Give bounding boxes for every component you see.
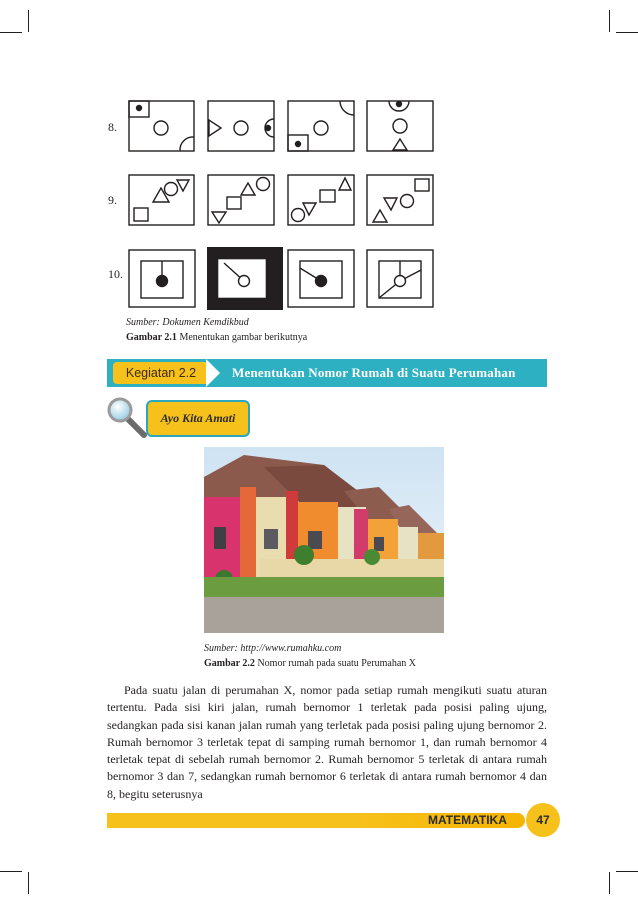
row-label-8: 8. <box>108 120 117 134</box>
page-number: 47 <box>526 803 560 837</box>
body-paragraph: Pada suatu jalan di perumahan X, nomor pada setiap rumah mengikuti suatu aturan tertentu. Pada sisi kiri jalan, rumah bernomor 1 terletak pada posisi paling ujung, sedangkan pada sisi kanan jalan rumah yang terletak pada posisi paling ujung bernomor 2. Rumah bernomor 3 terletak tepat di samping rumah bernomor 1, dan rumah bernomor 4 terletak tepat di sebelah rumah bernomor 2. Rumah bernomor 5 terletak di antara rumah bernomor 3 dan 7, sedangkan rumah bernomor 6 terletak di antara rumah bernomor 4 dan 8, begitu seterusnya <box>107 683 547 801</box>
kegiatan-arrow <box>206 359 220 387</box>
row-label-9: 9. <box>108 193 117 207</box>
figure-2-2-source: Sumber: http://www.rumahku.com <box>204 643 342 654</box>
kegiatan-label: Kegiatan 2.2 <box>113 362 209 384</box>
figure-2-1-source: Sumber: Dokumen Kemdikbud <box>126 317 249 328</box>
row-label-10: 10. <box>108 267 123 281</box>
magnifier-icon <box>105 394 151 440</box>
ayo-kita-amati-label: Ayo Kita Amati <box>146 400 250 437</box>
figure-2-2-caption: Gambar 2.2 Nomor rumah pada suatu Perumahan X <box>204 658 417 669</box>
houses-photo <box>204 447 444 633</box>
kegiatan-title: Menentukan Nomor Rumah di Suatu Perumahan <box>232 365 516 380</box>
figure-2-1-caption: Gambar 2.1 Menentukan gambar berikutnya <box>126 332 308 343</box>
footer-subject: MATEMATIKA <box>428 813 507 827</box>
